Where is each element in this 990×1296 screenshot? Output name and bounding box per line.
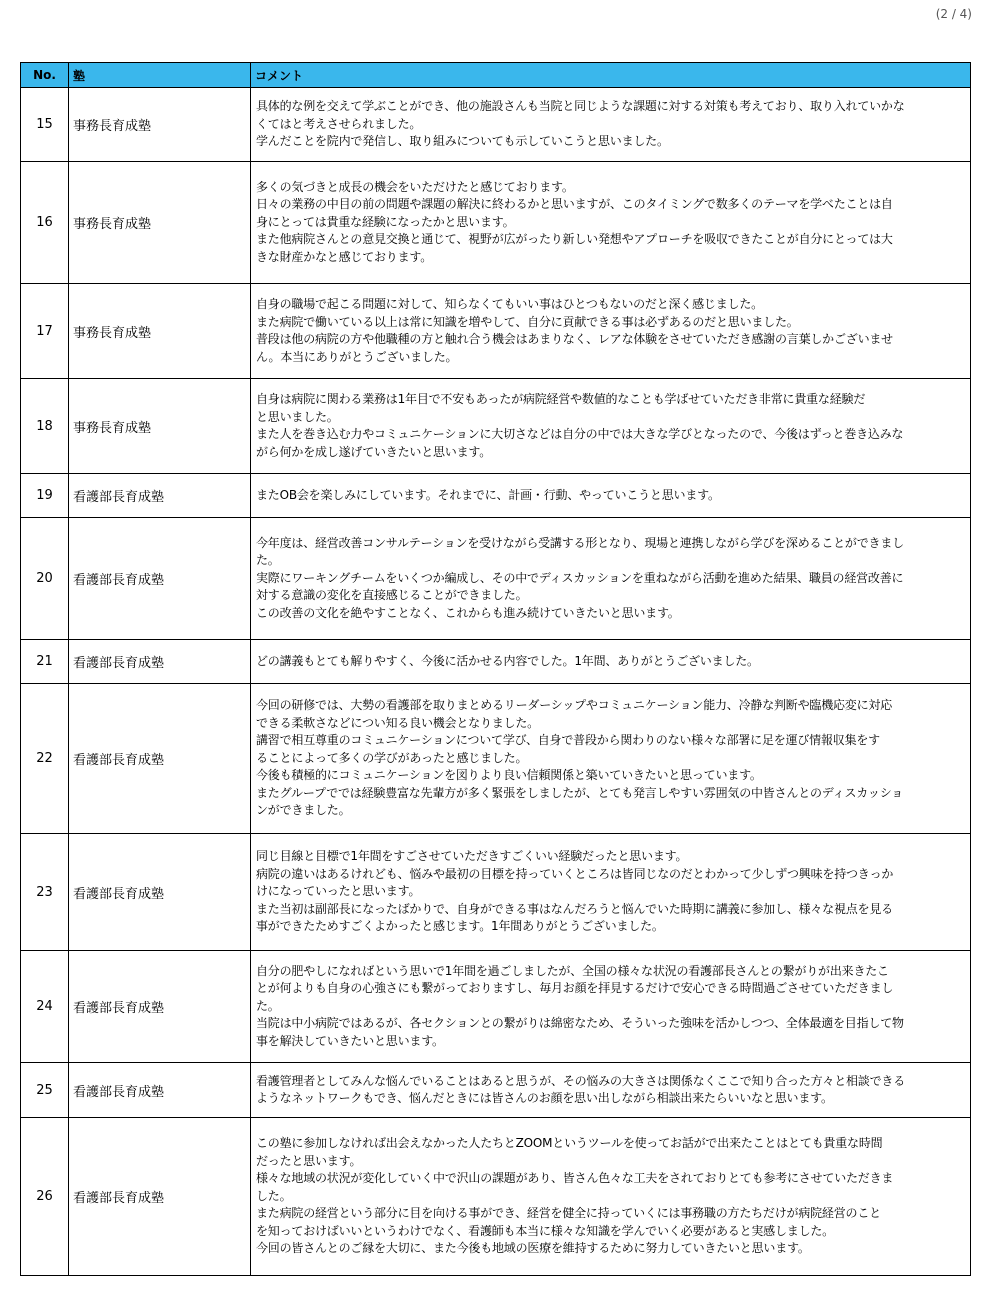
comment-line: と思いました。 [256, 409, 339, 424]
row-juku: 看護部長育成塾 [69, 951, 251, 1063]
row-juku: 看護部長育成塾 [69, 474, 251, 518]
comment-line: た。 [256, 553, 280, 568]
comment-line: を知っておけばいいというわけでなく、看護師も本当に様々な知識を学んでいく必要があると実感しました。 [256, 1223, 834, 1238]
comment-line: 自身の職場で起こる問題に対して、知らなくてもいい事はひとつもないのだと深く感じました。 [256, 297, 763, 311]
row-comment [251, 518, 971, 640]
comment-line: 事ができたためすごくよかったと感じます。1年間ありがとうございました。 [256, 919, 664, 934]
row-juku: 事務長育成塾 [69, 162, 251, 284]
row-comment [251, 474, 971, 518]
comment-line: また人を巻き込む力やコミュニケーションに大切さなどは自分の中では大きな学びとなったので、今後はずっと巻き込みな [256, 427, 904, 441]
table-row [21, 1118, 971, 1276]
comment-line: 自身は病院に関わる業務は1年目で不安もあったが病院経営や数値的なことも学ばせていただき非常に貴重な経験だ [256, 392, 866, 406]
comment-line: 講習で相互尊重のコミュニケーションについて学び、自身で普段から関わりのない様々な部署に足を運び情報収集をす [256, 733, 880, 748]
row-comment [251, 284, 971, 379]
comment-line: この塾に参加しなければ出会えなかった人たちとZOOMというツールを使ってお話がで出来たことはとても貴重な時間 [256, 1136, 883, 1151]
row-number: 19 [21, 474, 69, 518]
comment-line: 具体的な例を交えて学ぶことができ、他の施設さんも当院と同じような課題に対する対策も考えており、取り入れていかな [256, 99, 905, 114]
comment-line: た。 [256, 998, 280, 1013]
row-number: 20 [21, 518, 69, 640]
row-number: 23 [21, 834, 69, 951]
table-row [21, 162, 971, 284]
comment-line: またグループででは経験豊富な先輩方が多く緊張をしましたが、とても発言しやすい雰囲気の中皆さんとのディスカッショ [256, 785, 904, 800]
comment-line: 自分の肥やしになればという思いで1年間を過ごしましたが、全国の様々な状況の看護部長さんとの繋がりが出来きたこ [256, 963, 889, 978]
comment-line: とが何よりも自身の心強さにも繋がっておりますし、毎月お顔を拝見するだけで安心できる時間過ごさせていただきまし [256, 981, 894, 996]
comment-table [20, 62, 971, 1276]
table-header-row [21, 63, 971, 88]
table-row [21, 379, 971, 474]
comment-line: 今後も積極的にコミュニケーションを図りより良い信頼関係と築いていきたいと思っています。 [256, 768, 762, 783]
comment-line: 学んだことを院内で発信し、取り組みについても示していこうと思いました。 [256, 134, 669, 149]
comment-line: した。 [256, 1188, 292, 1203]
table-row [21, 684, 971, 834]
comment-line: だったと思います。 [256, 1153, 362, 1168]
row-number: 22 [21, 684, 69, 834]
table-row [21, 284, 971, 379]
row-comment [251, 88, 971, 162]
row-comment [251, 951, 971, 1063]
row-number: 18 [21, 379, 69, 474]
comment-line: またOB会を楽しみにしています。それまでに、計画・行動、やっていこうと思います。 [256, 487, 720, 502]
row-comment [251, 640, 971, 684]
row-juku: 事務長育成塾 [69, 379, 251, 474]
comment-line: 当院は中小病院ではあるが、各セクションとの繋がりは綿密なため、そういった強味を活かしつつ、全体最適を目指して物 [256, 1016, 904, 1031]
comment-line: 対する意識の変化を直接感じることができました。 [256, 588, 528, 603]
table-row [21, 951, 971, 1063]
table-row [21, 640, 971, 684]
row-juku: 看護部長育成塾 [69, 640, 251, 684]
comment-line: 日々の業務の中目の前の問題や課題の解決に終わるかと思いますが、このタイミングで数多くのテーマを学べたことは自 [256, 197, 893, 212]
row-juku: 事務長育成塾 [69, 284, 251, 379]
row-comment [251, 162, 971, 284]
comment-line: 今回の皆さんとのご縁を大切に、また今後も地域の医療を維持するために努力していきたいと思います。 [256, 1241, 810, 1256]
comment-line: けになっていったと思います。 [256, 884, 421, 899]
comment-line: また病院で働いている以上は常に知識を増やして、自分に貢献できる事は必ずあるのだと思いました。 [256, 314, 799, 329]
comment-line: できる柔軟さなどについ知る良い機会となりました。 [256, 715, 539, 730]
row-juku: 看護部長育成塾 [69, 684, 251, 834]
row-juku: 事務長育成塾 [69, 88, 251, 162]
header-juku: 塾 [69, 63, 251, 88]
row-number: 25 [21, 1063, 69, 1118]
row-number: 15 [21, 88, 69, 162]
row-number: 21 [21, 640, 69, 684]
page-number: (2 / 4) [935, 7, 972, 21]
row-comment [251, 1118, 971, 1276]
row-number: 26 [21, 1118, 69, 1276]
comment-line: がら何かを成し遂げていきたいと思います。 [256, 444, 492, 459]
table-row [21, 88, 971, 162]
row-comment [251, 1063, 971, 1118]
comment-line: また他病院さんとの意見交換と通じて、視野が広がったり新しい発想やアプローチを吸収できたことが自分にとっては大 [256, 232, 893, 247]
comment-line: 今年度は、経営改善コンサルテーションを受けながら受講する形となり、現場と連携しながら学びを深めることができまし [256, 535, 904, 550]
row-juku: 看護部長育成塾 [69, 518, 251, 640]
header-comment: コメント [251, 63, 971, 88]
row-number: 17 [21, 284, 69, 379]
row-number: 16 [21, 162, 69, 284]
comment-line: また当初は副部長になったばかりで、自身ができる事はなんだろうと悩んでいた時期に講義に参加し、様々な視点を見る [256, 901, 893, 916]
row-juku: 看護部長育成塾 [69, 834, 251, 951]
table-row [21, 834, 971, 951]
comment-line: 事を解決していきたいと思います。 [256, 1033, 444, 1048]
comment-line: この改善の文化を絶やすことなく、これからも進み続けていきたいと思います。 [256, 605, 680, 620]
comment-line: 身にとっては貴重な経験になったかと思います。 [256, 214, 515, 229]
row-comment [251, 379, 971, 474]
comment-line: ん。本当にありがとうございました。 [256, 349, 458, 364]
row-comment [251, 834, 971, 951]
row-comment [251, 684, 971, 834]
table-row [21, 1063, 971, 1118]
comment-line: くてはと考えさせられました。 [256, 116, 422, 131]
comment-line: 同じ目線と目標で1年間をすごさせていただきすごくいい経験だったと思います。 [256, 849, 688, 864]
comment-line: 様々な地域の状況が変化していく中で沢山の課題があり、皆さん色々な工夫をされておりとても参考にさせていただきま [256, 1171, 894, 1186]
comment-line: きな財産かなと感じております。 [256, 249, 433, 264]
comment-line: 今回の研修では、大勢の看護部を取りまとめるリーダーシップやコミュニケーション能力、冷静な判断や臨機応変に対応 [256, 698, 893, 713]
comment-line: ることによって多くの学びがあったと感じました。 [256, 750, 528, 765]
row-number: 24 [21, 951, 69, 1063]
comment-line: ようなネットワークもでき、悩んだときには皆さんのお顔を思い出しながら相談出来たらいいなと思います。 [256, 1091, 833, 1105]
row-juku: 看護部長育成塾 [69, 1063, 251, 1118]
comment-line: ンができました。 [256, 803, 351, 818]
comment-line: また病院の経営という部分に目を向ける事ができ、経営を健全に持っていくには事務職の方たちだけが病院経営のこと [256, 1206, 881, 1221]
comment-line: 病院の違いはあるけれども、悩みや最初の目標を持っていくところは皆同じなのだとわかって少しずつ興味を持つきっか [256, 866, 894, 881]
comment-line: 看護管理者としてみんな悩んでいることはあると思うが、その悩みの大きさは関係なくここで知り合った方々と相談できる [256, 1073, 906, 1088]
comment-line: 普段は他の病院の方や他職種の方と触れ合う機会はあまりなく、レアな体験をさせていただき感謝の言葉しかございませ [256, 332, 893, 346]
comment-line: どの講義もとても解りやすく、今後に活かせる内容でした。1年間、ありがとうございました。 [256, 653, 759, 668]
table-row [21, 518, 971, 640]
comment-line: 多くの気づきと成長の機会をいただけたと感じております。 [256, 179, 574, 194]
row-juku: 看護部長育成塾 [69, 1118, 251, 1276]
header-no: No. [21, 63, 69, 88]
table-row [21, 474, 971, 518]
comment-line: 実際にワーキングチームをいくつか編成し、その中でディスカッションを重ねながら活動を進めた結果、職員の経営改善に [256, 570, 904, 585]
